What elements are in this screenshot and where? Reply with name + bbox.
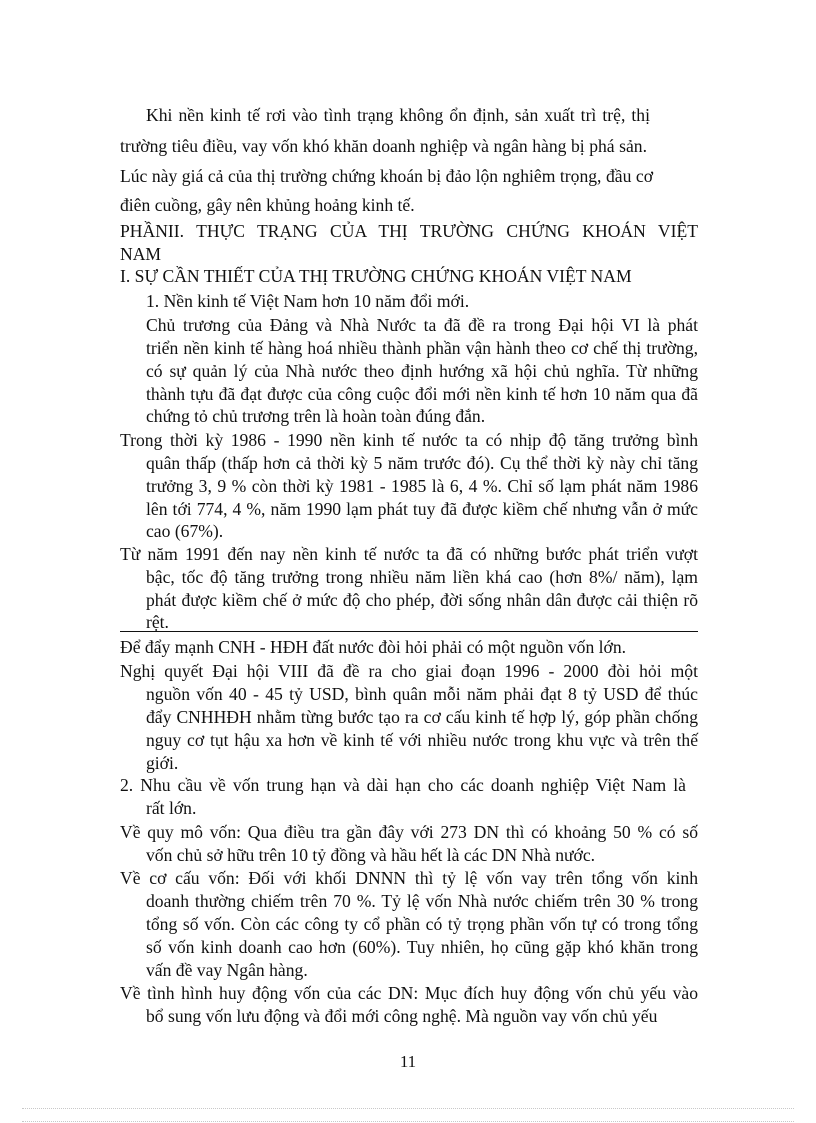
text-line: Về cơ cấu vốn: Đối với khối DNNN thì tỷ lệ vốn vay trên tổng vốn kinh: [120, 868, 698, 888]
text-line: Khi nền kinh tế rơi vào tình trạng không ổn định, sản xuất trì trệ, thị: [146, 105, 650, 125]
text-line: vấn đề vay Ngân hàng.: [146, 960, 308, 980]
numbered-heading: 1. Nền kinh tế Việt Nam hơn 10 năm đổi mới.: [146, 291, 470, 311]
text-line: bổ sung vốn lưu động và đổi mới công nghệ. Mà nguồn vay vốn chủ yếu: [146, 1006, 658, 1026]
page-border-dotted: [22, 1121, 794, 1122]
text-line: Về quy mô vốn: Qua điều tra gần đây với 273 DN thì có khoảng 50 % có số: [120, 822, 698, 842]
text-line: rệt.: [146, 612, 169, 632]
text-line: tổng số vốn. Còn các công ty cổ phần có tỷ trọng phần vốn tự có trong tổng: [146, 914, 698, 934]
text-line: giới.: [146, 753, 179, 773]
text-line: Chủ trương của Đảng và Nhà Nước ta đã đề ra trong Đại hội VI là phát: [146, 315, 698, 335]
text-line: phát được kiềm chế ở mức độ cho phép, đời sống nhân dân được cải thiện rõ: [146, 590, 698, 610]
text-line: có sự quản lý của Nhà nước theo định hướng xã hội chủ nghĩa. Từ những: [146, 361, 698, 381]
text-line: quân thấp (thấp hơn cả thời kỳ 5 năm trước đó). Cụ thể thời kỳ này chỉ tăng: [146, 453, 698, 473]
text-line: Trong thời kỳ 1986 - 1990 nền kinh tế nước ta có nhịp độ tăng trưởng bình: [120, 430, 698, 450]
text-line: Nghị quyết Đại hội VIII đã đề ra cho giai đoạn 1996 - 2000 đòi hỏi một: [120, 661, 698, 681]
text-line: rất lớn.: [146, 798, 197, 818]
text-line: triển nền kinh tế hàng hoá nhiều thành phần vận hành theo cơ chế thị trường,: [146, 338, 698, 358]
text-line: lên tới 774, 4 %, năm 1990 lạm phát tuy đã được kiềm chế nhưng vẫn ở mức: [146, 499, 698, 519]
page-number: 11: [399, 1052, 417, 1071]
text-line: thành tựu đã đạt được của công cuộc đổi mới nền kinh tế hơn 10 năm qua đã: [146, 384, 698, 404]
text-line: Để đẩy mạnh CNH - HĐH đất nước đòi hỏi phải có một nguồn vốn lớn.: [120, 637, 627, 657]
subsection-heading: I. SỰ CẦN THIẾT CỦA THỊ TRƯỜNG CHỨNG KHOÁN VIỆT NAM: [120, 266, 632, 286]
text-line: nguy cơ tụt hậu xa hơn về kinh tế với nhiều nước trong khu vực và trên thế: [146, 730, 698, 750]
page-border-dotted: [22, 1108, 794, 1109]
section-heading: PHẦNII. THỰC TRẠNG CỦA THỊ TRƯỜNG CHỨNG KHOÁN VIỆT: [120, 221, 698, 241]
text-line: số vốn kinh doanh cao hơn (60%). Tuy nhiên, họ cũng gặp khó khăn trong: [146, 937, 698, 957]
text-line: điên cuồng, gây nên khủng hoảng kinh tế.: [120, 195, 415, 215]
text-line: chứng tỏ chủ trương trên là hoàn toàn đúng đắn.: [146, 406, 486, 426]
section-heading: NAM: [120, 244, 162, 264]
text-line: Lúc này giá cả của thị trường chứng khoán bị đảo lộn nghiêm trọng, đầu cơ: [120, 166, 653, 186]
text-line: trường tiêu điều, vay vốn khó khăn doanh nghiệp và ngân hàng bị phá sản.: [120, 136, 647, 156]
numbered-heading: 2. Nhu cầu về vốn trung hạn và dài hạn cho các doanh nghiệp Việt Nam là: [120, 775, 686, 795]
text-line: Từ năm 1991 đến nay nền kinh tế nước ta đã có những bước phát triển vượt: [120, 544, 698, 564]
text-line: doanh thường chiếm trên 70 %. Tỷ lệ vốn Nhà nước chiếm trên 30 % trong: [146, 891, 698, 911]
text-line: Về tình hình huy động vốn của các DN: Mục đích huy động vốn chủ yếu vào: [120, 983, 698, 1003]
text-line: đẩy CNHHĐH nhằm từng bước tạo ra cơ cấu kinh tế hợp lý, góp phần chống: [146, 707, 698, 727]
text-line: nguồn vốn 40 - 45 tỷ USD, bình quân mỗi năm phải đạt 8 tỷ USD để thúc: [146, 684, 698, 704]
text-line: cao (67%).: [146, 521, 224, 541]
text-line: vốn chủ sở hữu trên 10 tỷ đồng và hầu hết là các DN Nhà nước.: [146, 845, 596, 865]
horizontal-rule: [120, 631, 698, 632]
text-line: bậc, tốc độ tăng trưởng trong nhiều năm liền khá cao (hơn 8%/ năm), lạm: [146, 567, 698, 587]
text-line: trưởng 3, 9 % còn thời kỳ 1981 - 1985 là 6, 4 %. Chỉ số lạm phát năm 1986: [146, 476, 698, 496]
